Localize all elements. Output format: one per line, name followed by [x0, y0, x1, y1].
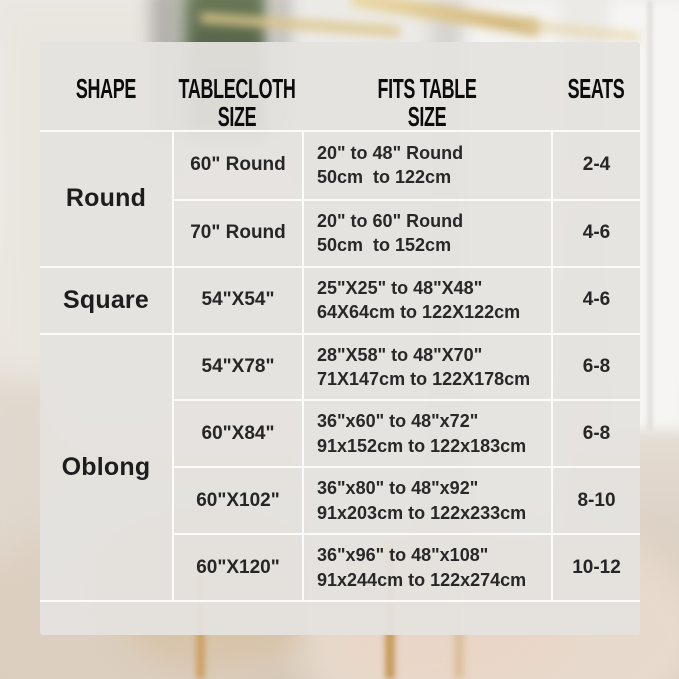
fits-size-inches: 20" to 60" Round — [317, 210, 464, 231]
fits-table-size-cell — [302, 266, 551, 333]
fits-size-inches: 36"x96" to 48"x108" — [317, 545, 489, 566]
size-chart-table — [40, 130, 640, 602]
tablecloth-size-cell: 70" Round — [172, 199, 302, 266]
fits-size-cm: 91x244cm to 122x274cm — [317, 569, 527, 590]
fits-size-cm: 50cm to 122cm — [317, 167, 452, 188]
fits-size-inches: 36"x60" to 48"x72" — [317, 411, 479, 432]
header-label-seats: SEATS — [567, 73, 624, 104]
seats-cell: 4-6 — [551, 266, 640, 333]
header-label-tablecloth-size: TABLECLOTH SIZE — [178, 73, 296, 132]
header-label-shape: SHAPE — [75, 73, 137, 104]
fits-table-size-cell — [302, 132, 551, 199]
tablecloth-size-cell: 60"X102" — [172, 466, 302, 533]
seats-cell: 6-8 — [551, 399, 640, 466]
header-cell-seats — [551, 42, 640, 131]
fits-table-size-cell — [302, 399, 551, 466]
seats-cell: 8-10 — [551, 466, 640, 533]
table-header-row — [40, 42, 640, 130]
fits-size-cm: 91x203cm to 122x233cm — [317, 502, 527, 523]
fits-size-cm: 64X64cm to 122X122cm — [317, 302, 521, 323]
header-label-fits-table-size: FITS TABLE SIZE — [377, 73, 476, 132]
fits-table-size-cell — [302, 333, 551, 400]
fits-table-size-cell — [302, 199, 551, 266]
fits-size-inches: 25"X25" to 48"X48" — [317, 277, 483, 298]
fits-size-cm: 71X147cm to 122X178cm — [317, 368, 531, 389]
header-cell-tablecloth-size — [172, 42, 302, 131]
seats-cell: 2-4 — [551, 132, 640, 199]
header-cell-fits-table-size — [302, 42, 551, 131]
seats-cell: 6-8 — [551, 333, 640, 400]
tablecloth-size-cell: 54"X54" — [172, 266, 302, 333]
fits-table-size-cell — [302, 466, 551, 533]
shape-cell-oblong: Oblong — [40, 333, 172, 600]
fits-size-inches: 20" to 48" Round — [317, 142, 464, 163]
tablecloth-size-cell: 60" Round — [172, 132, 302, 199]
tablecloth-size-cell: 60"X84" — [172, 399, 302, 466]
seats-cell: 4-6 — [551, 199, 640, 266]
tablecloth-size-cell: 60"X120" — [172, 533, 302, 600]
fits-size-inches: 36"x80" to 48"x92" — [317, 478, 479, 499]
header-cell-shape — [40, 42, 172, 131]
shape-cell-round: Round — [65, 184, 147, 213]
fits-table-size-cell — [302, 533, 551, 600]
size-chart-panel — [40, 42, 640, 635]
tablecloth-size-cell: 54"X78" — [172, 333, 302, 400]
seats-cell: 10-12 — [551, 533, 640, 600]
fits-size-cm: 91x152cm to 122x183cm — [317, 435, 527, 456]
wall-panel-seam — [648, 0, 652, 430]
fits-size-cm: 50cm to 152cm — [317, 235, 452, 256]
fits-size-inches: 28"X58" to 48"X70" — [317, 344, 483, 365]
shape-cell-square: Square — [40, 266, 172, 333]
